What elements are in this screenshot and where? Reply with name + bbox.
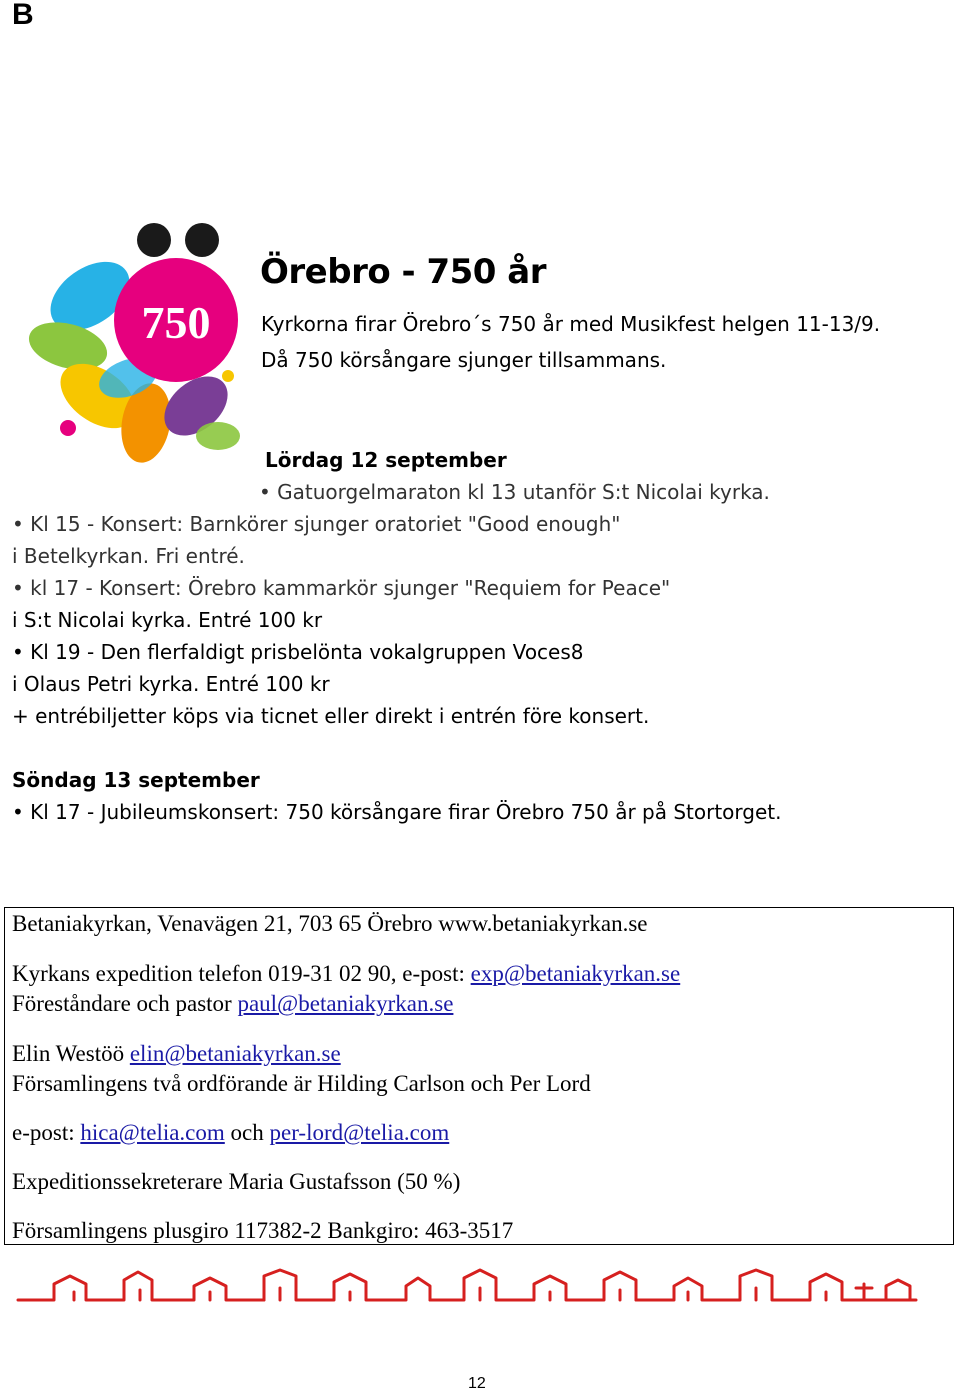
info-secretary: Expeditionssekreterare Maria Gustafsson (50 %) [12,1169,461,1194]
info-email-label: e-post: [12,1120,81,1145]
footer-church-drawing [14,1266,920,1310]
saturday-line-6: • Kl 19 - Den flerfaldigt prisbelönta vokalgruppen Voces8 [12,640,584,664]
info-giro: Församlingens plusgiro 117382-2 Bankgiro: 463-3517 [12,1218,514,1243]
per-lord-email-link[interactable]: per-lord@telia.com [269,1120,450,1145]
elin-email-link[interactable]: elin@betaniakyrkan.se [129,1041,341,1066]
logo-black-dot-left [137,223,171,257]
corner-letter: B [12,0,34,31]
info-emails [12,1119,449,1147]
hica-email-link[interactable]: hica@telia.com [80,1120,225,1145]
info-expedition [12,960,680,988]
info-pastor [12,990,453,1018]
saturday-line-5: i S:t Nicolai kyrka. Entré 100 kr [12,608,323,632]
saturday-line-1: • Gatuorgelmaraton kl 13 utanför S:t Nicolai kyrka. [259,480,770,504]
info-chairs: Församlingens två ordförande är Hilding Carlson och Per Lord [12,1071,591,1096]
sunday-line-1: • Kl 17 - Jubileumskonsert: 750 körsångare firar Örebro 750 år på Stortorget. [12,800,782,824]
logo-black-dot-right [185,223,219,257]
expedition-email-link[interactable]: exp@betaniakyrkan.se [470,961,681,986]
saturday-heading: Lördag 12 september [265,448,507,472]
page-title: Örebro - 750 år [260,252,546,292]
saturday-line-8: + entrébiljetter köps via ticnet eller direkt i entrén före konsert. [12,704,650,728]
info-address: Betaniakyrkan, Venavägen 21, 703 65 Örebro www.betaniakyrkan.se [12,911,648,936]
info-pastor-text: Föreståndare och pastor [12,991,238,1016]
intro-line-2: Då 750 körsångare sjunger tillsammans. [261,348,667,372]
logo-750-text: 750 [141,297,211,348]
saturday-line-7: i Olaus Petri kyrka. Entré 100 kr [12,672,330,696]
orebro-750-logo [28,218,246,468]
info-elin [12,1040,341,1068]
pastor-email-link[interactable]: paul@betaniakyrkan.se [237,991,454,1016]
info-elin-text: Elin Westöö [12,1041,130,1066]
info-expedition-text: Kyrkans expedition telefon 019-31 02 90, e-post: [12,961,471,986]
info-email-and: och [224,1120,270,1145]
saturday-line-2: • Kl 15 - Konsert: Barnkörer sjunger oratoriet "Good enough" [12,512,621,536]
saturday-line-3: i Betelkyrkan. Fri entré. [12,544,245,568]
page-number: 12 [468,1375,486,1392]
sunday-heading: Söndag 13 september [12,768,260,792]
saturday-line-4: • kl 17 - Konsert: Örebro kammarkör sjunger "Requiem for Peace" [12,576,671,600]
intro-line-1: Kyrkorna firar Örebro´s 750 år med Musikfest helgen 11-13/9. [261,312,881,336]
